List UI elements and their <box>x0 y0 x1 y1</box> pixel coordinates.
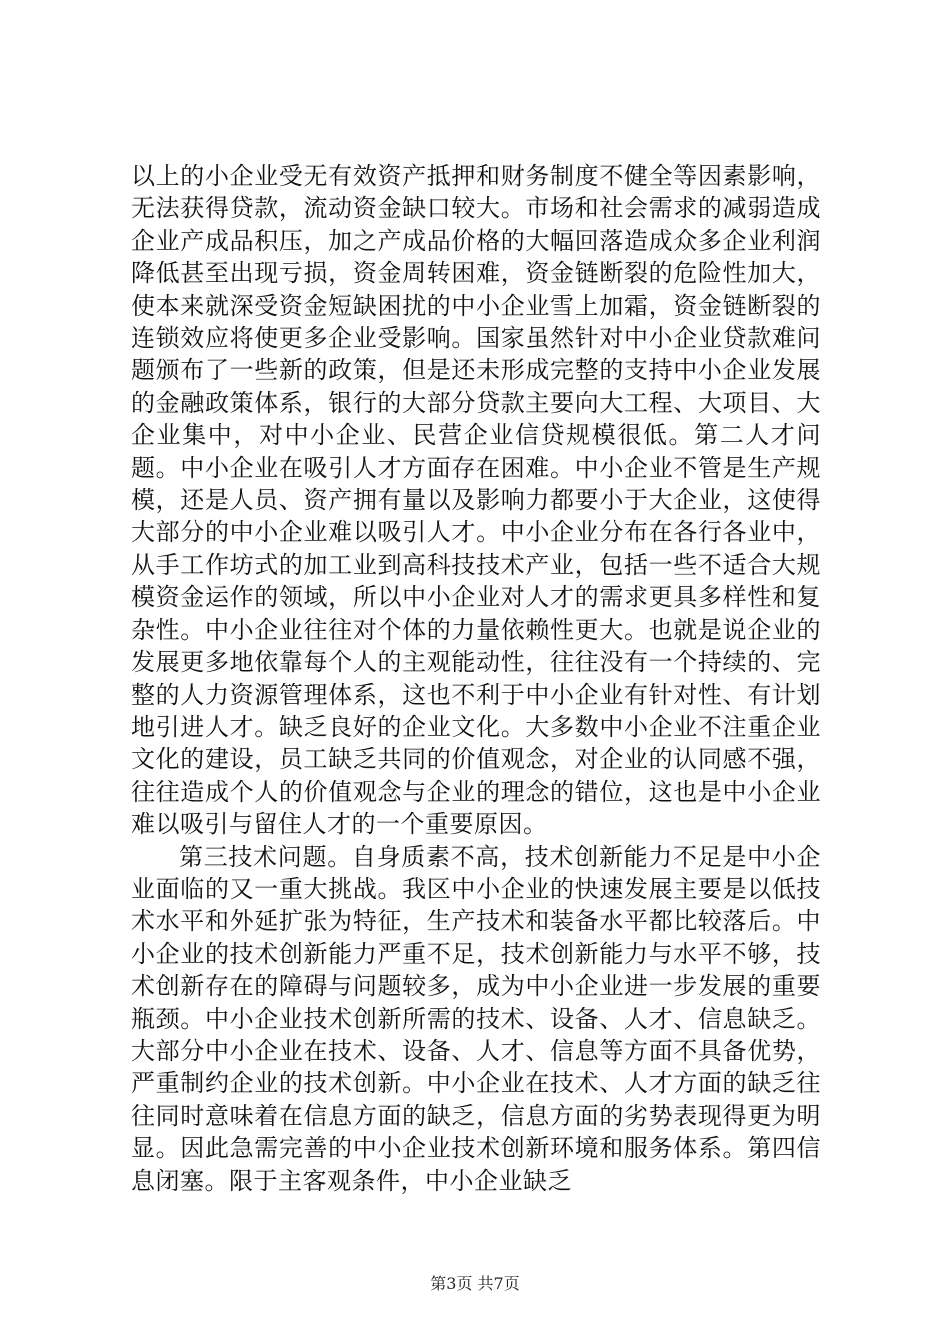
paragraph-2: 第三技术问题。自身质素不高，技术创新能力不足是中小企业面临的又一重大挑战。我区中小企业的快速发展主要是以低技术水平和外延扩张为特征，生产技术和装备水平都比较落后。中小企业的技术创新能力严重不足，技术创新能力与水平不够，技术创新存在的障碍与问题较多，成为中小企业进一步发展的重要瓶颈。中小企业技术创新所需的技术、设备、人才、信息缺乏。大部分中小企业在技术、设备、人才、信息等方面不具备优势，严重制约企业的技术创新。中小企业在技术、人才方面的缺乏往往同时意味着在信息方面的缺乏，信息方面的劣势表现得更为明显。因此急需完善的中小企业技术创新环境和服务体系。第四信息闭塞。限于主客观条件，中小企业缺乏 <box>131 842 821 1195</box>
page-footer <box>0 1274 950 1294</box>
document-body <box>131 160 821 1197</box>
paragraph-1: 以上的小企业受无有效资产抵押和财务制度不健全等因素影响，无法获得贷款，流动资金缺口较大。市场和社会需求的减弱造成企业产成品积压，加之产成品价格的大幅回落造成众多企业利润降低甚至出现亏损，资金周转困难，资金链断裂的危险性加大，使本来就深受资金短缺困扰的中小企业雪上加霜，资金链断裂的连锁效应将使更多企业受影响。国家虽然针对中小企业贷款难问题颁布了一些新的政策，但是还未形成完整的支持中小企业发展的金融政策体系，银行的大部分贷款主要向大工程、大项目、大企业集中，对中小企业、民营企业信贷规模很低。第二人才问题。中小企业在吸引人才方面存在困难。中小企业不管是生产规模，还是人员、资产拥有量以及影响力都要小于大企业，这使得大部分的中小企业难以吸引人才。中小企业分布在各行各业中，从手工作坊式的加工业到高科技技术产业，包括一些不适合大规模资金运作的领域，所以中小企业对人才的需求更具多样性和复杂性。中小企业往往对个体的力量依赖性更大。也就是说企业的发展更多地依靠每个人的主观能动性，往往没有一个持续的、完整的人力资源管理体系，这也不利于中小企业有针对性、有计划地引进人才。缺乏良好的企业文化。大多数中小企业不注重企业文化的建设，员工缺乏共同的价值观念，对企业的认同感不强，往往造成个人的价值观念与企业的理念的错位，这也是中小企业难以吸引与留住人才的一个重要原因。 <box>131 162 821 839</box>
page-number-label: 第3页 共7页 <box>430 1274 520 1293</box>
